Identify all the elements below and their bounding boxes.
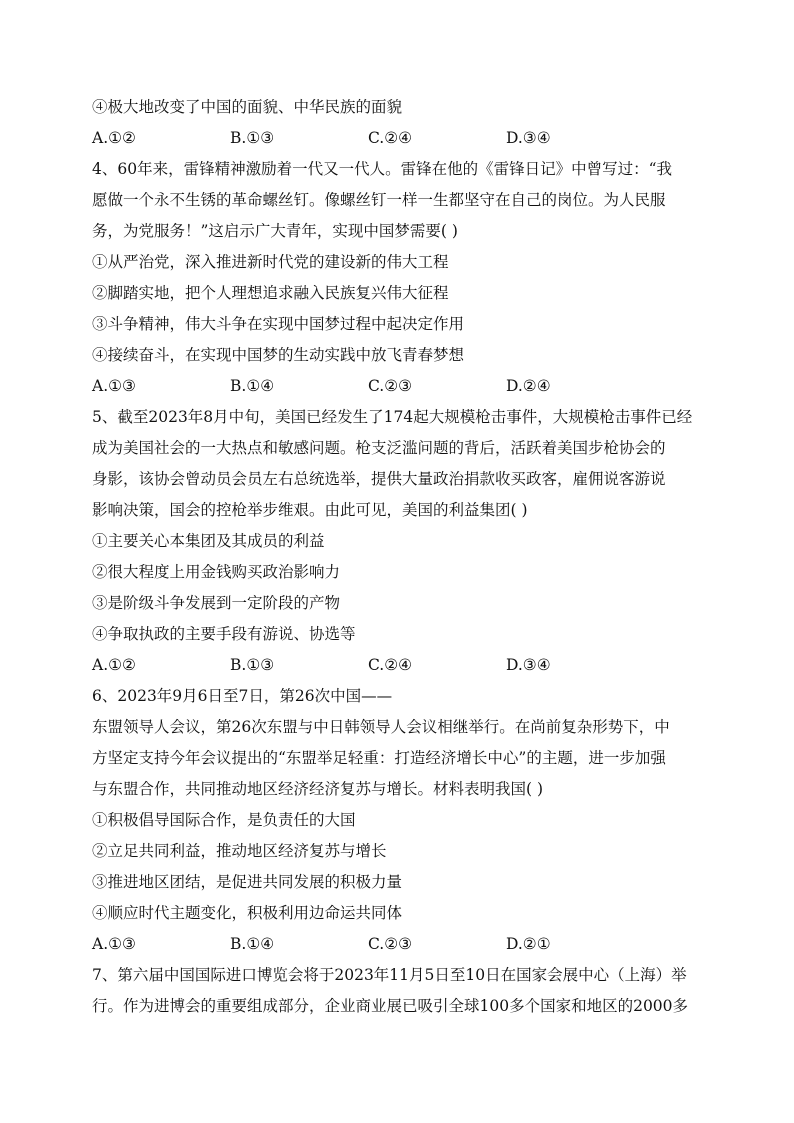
q4-item-3: ③斗争精神，伟大斗争在实现中国梦过程中起决定作用 [92, 315, 465, 333]
q4-stem-line-3: 务，为党服务！”这启示广大青年，实现中国梦需要( ) [92, 222, 458, 240]
q5-stem-line-4: 影响决策，国会的控枪举步维艰。由此可见，美国的利益集团( ) [92, 501, 528, 519]
q3-item-4: ④极大地改变了中国的面貌、中华民族的面貌 [92, 98, 403, 116]
q5-option-c: C.②④ [368, 656, 413, 674]
q5-stem-line-2: 成为美国社会的一大热点和敏感问题。枪支泛滥问题的背后，活跃着美国步枪协会的 [92, 439, 666, 457]
q4-stem-line-1: 4、60年来，雷锋精神激励着一代又一代人。雷锋在他的《雷锋日记》中曾写过：“我 [92, 160, 673, 178]
q4-item-4: ④接续奋斗，在实现中国梦的生动实践中放飞青春梦想 [92, 346, 465, 364]
q5-option-a: A.①② [92, 656, 136, 674]
q6-option-c: C.②③ [368, 935, 413, 953]
q6-stem-line-4: 与东盟合作，共同推动地区经济经济复苏与增长。材料表明我国( ) [92, 780, 544, 798]
q3-options [92, 123, 704, 154]
question-4 [92, 154, 704, 402]
q6-item-3: ③推进地区团结，是促进共同发展的积极力量 [92, 873, 403, 891]
q5-stem-line-1: 5、截至2023年8月中旬，美国已经发生了174起大规模枪击事件，大规模枪击事件已经 [92, 408, 693, 426]
q5-item-2: ②很大程度上用金钱购买政治影响力 [92, 563, 341, 581]
q4-option-d: D.②④ [506, 377, 551, 395]
q4-item-1: ①从严治党，深入推进新时代党的建设新的伟大工程 [92, 253, 449, 271]
q6-item-2: ②立足共同利益，推动地区经济复苏与增长 [92, 842, 387, 860]
q3-option-d: D.③④ [506, 129, 551, 147]
q3-option-a: A.①② [92, 129, 136, 147]
q6-stem-line-2: 东盟领导人会议，第26次东盟与中日韩领导人会议相继举行。在尚前复杂形势下，中 [92, 718, 670, 736]
q4-stem-line-2: 愿做一个永不生锈的革命螺丝钉。像螺丝钉一样一生都坚守在自己的岗位。为人民服 [92, 191, 666, 209]
q3-option-b: B.①③ [230, 129, 275, 147]
q5-option-d: D.③④ [506, 656, 551, 674]
q3-option-c: C.②④ [368, 129, 413, 147]
question-6 [92, 681, 704, 960]
q6-stem-line-3: 方坚定支持今年会议提出的“东盟举足轻重：打造经济增长中心”的主题，进一步加强 [92, 749, 666, 767]
q5-stem-line-3: 身影，该协会曾动员会员左右总统选举，提供大量政治捐款收买政客，雇佣说客游说 [92, 470, 666, 488]
q6-option-d: D.②① [506, 935, 551, 953]
q4-item-2: ②脚踏实地，把个人理想追求融入民族复兴伟大征程 [92, 284, 449, 302]
q4-option-b: B.①④ [230, 377, 275, 395]
q6-item-1: ①积极倡导国际合作，是负责任的大国 [92, 811, 356, 829]
q5-item-3: ③是阶级斗争发展到一定阶段的产物 [92, 594, 341, 612]
question-3 [92, 92, 704, 154]
q6-item-4: ④顺应时代主题变化，积极利用边命运共同体 [92, 904, 403, 922]
q7-stem-line-1: 7、第六届中国国际进口博览会将于2023年11月5日至10日在国家会展中心（上海）举 [92, 966, 687, 984]
q5-option-b: B.①③ [230, 656, 275, 674]
q5-item-4: ④争取执政的主要手段有游说、协选等 [92, 625, 356, 643]
q4-option-a: A.①③ [92, 377, 136, 395]
q5-options [92, 650, 704, 681]
question-7 [92, 960, 704, 1022]
q6-stem-line-1: 6、2023年9月6日至7日，第26次中国—— [92, 687, 393, 705]
question-content [92, 92, 704, 1022]
q5-item-1: ①主要关心本集团及其成员的利益 [92, 532, 325, 550]
q6-option-b: B.①④ [230, 935, 275, 953]
q6-option-a: A.①③ [92, 935, 136, 953]
q4-option-c: C.②③ [368, 377, 413, 395]
q6-options [92, 929, 704, 960]
question-5 [92, 402, 704, 681]
q4-options [92, 371, 704, 402]
q7-stem-line-2: 行。作为进博会的重要组成部分，企业商业展已吸引全球100多个国家和地区的2000多 [92, 997, 689, 1015]
